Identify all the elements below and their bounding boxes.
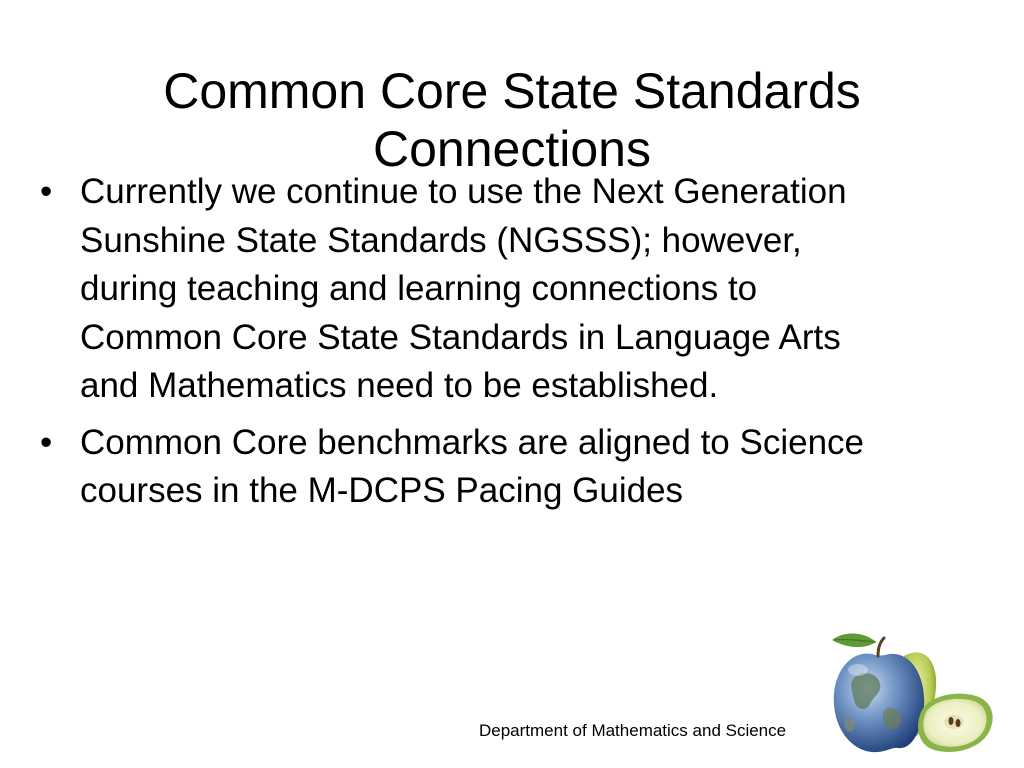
slide-title bbox=[60, 62, 964, 178]
bullet-line: Common Core State Standards in Language Arts bbox=[80, 317, 841, 357]
bullet-line: and Mathematics need to be established. bbox=[80, 366, 719, 405]
bullet-line: courses in the M-DCPS Pacing Guides bbox=[80, 471, 684, 510]
globe-apple-icon bbox=[826, 626, 996, 758]
bullet-line: Currently we continue to use the Next Generation bbox=[80, 172, 847, 211]
bullet-line: during teaching and learning connections to bbox=[80, 269, 758, 308]
bullet-marker: • bbox=[40, 172, 53, 211]
bullet-line: Common Core benchmarks are aligned to Science bbox=[80, 422, 864, 462]
slide-title-line-2: Connections bbox=[373, 120, 651, 177]
footer-text: Department of Mathematics and Science bbox=[479, 721, 787, 740]
bullet-line: Sunshine State Standards (NGSSS); however, bbox=[80, 220, 802, 260]
bullet-item bbox=[40, 419, 1000, 516]
bullet-list bbox=[40, 168, 1000, 524]
slide-title-line-1: Common Core State Standards bbox=[163, 62, 861, 119]
bullet-item bbox=[40, 168, 1000, 411]
bullet-marker: • bbox=[40, 422, 53, 462]
